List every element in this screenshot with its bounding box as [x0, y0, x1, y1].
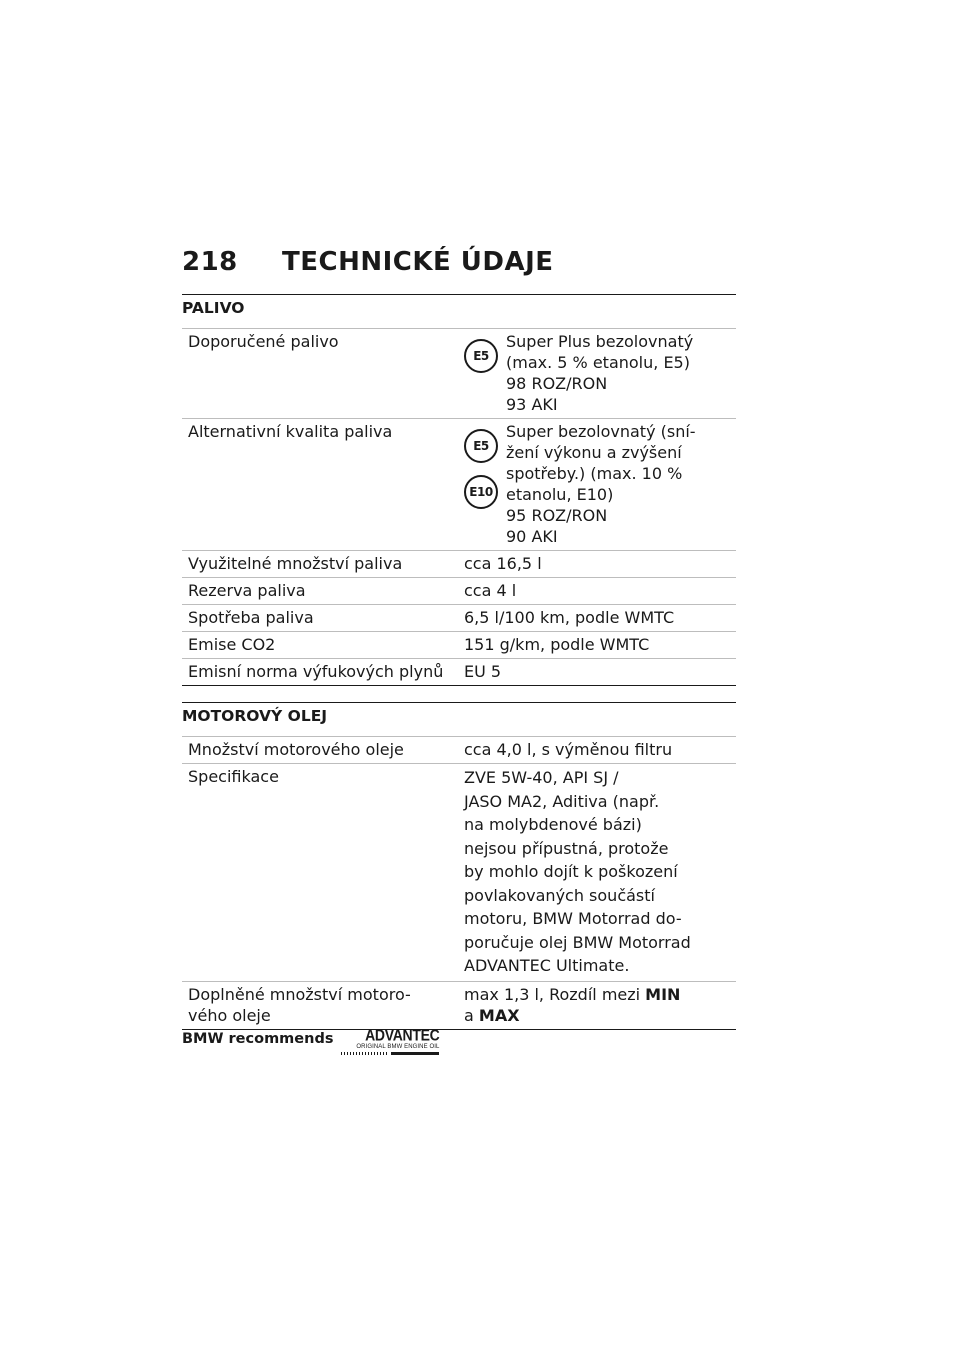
- value-line: 95 ROZ/RON: [506, 506, 608, 525]
- value-line: 93 AKI: [506, 395, 558, 414]
- recommends-text: BMW recommends: [182, 1031, 334, 1047]
- value-line: by mohlo dojít k poškození: [464, 862, 678, 881]
- value-line: JASO MA2, Aditiva (např.: [464, 791, 660, 811]
- value-line: [464, 1005, 730, 1026]
- value-line: poručuje olej BMW Motorrad: [464, 932, 691, 952]
- value-line: ADVANTEC Ultimate.: [464, 956, 630, 975]
- row-label: Spotřeba paliva: [188, 608, 314, 627]
- label-line: Doplněné množství motoro-: [188, 984, 411, 1004]
- row-label: Emisní norma výfukových plynů: [188, 662, 444, 681]
- row-value: EU 5: [464, 662, 502, 681]
- section-title-fuel: PALIVO: [182, 294, 736, 317]
- table-row: [182, 605, 736, 632]
- row-value: cca 16,5 l: [464, 554, 542, 573]
- row-label: Využitelné množství paliva: [188, 554, 403, 573]
- value-line: žení výkonu a zvýšení: [506, 443, 682, 462]
- value-line: etanolu, E10): [506, 485, 614, 504]
- row-value: cca 4 l: [464, 581, 517, 600]
- value-line: nejsou přípustná, protože: [464, 838, 669, 858]
- row-label: Emise CO2: [188, 635, 276, 654]
- value-line: Super Plus bezolovnatý: [506, 332, 694, 351]
- value-line: 90 AKI: [506, 527, 558, 546]
- table-row: [182, 329, 736, 419]
- section-title-oil: MOTOROVÝ OLEJ: [182, 702, 736, 725]
- min-label: MIN: [645, 984, 681, 1004]
- e5-fuel-icon: E5: [464, 339, 498, 373]
- value-line: ZVE 5W-40, API SJ /: [464, 768, 619, 787]
- advantec-logo: [341, 1025, 440, 1055]
- page-number: 218: [182, 247, 238, 277]
- value-line: 98 ROZ/RON: [506, 374, 608, 393]
- oil-table: [182, 736, 736, 1030]
- row-label: Specifikace: [188, 767, 279, 786]
- row-label: Doporučené palivo: [188, 332, 339, 351]
- value-line: na molybdenové bázi): [464, 815, 642, 834]
- row-value: [458, 764, 736, 982]
- value-line: [464, 984, 730, 1005]
- e5-fuel-icon: E5: [464, 429, 498, 463]
- chapter-title: TECHNICKÉ ÚDAJE: [282, 247, 554, 277]
- row-label: Rezerva paliva: [188, 581, 306, 600]
- page-header: [182, 244, 554, 280]
- advantec-logo-sub: ORIGINAL BMW ENGINE OIL: [356, 1044, 440, 1050]
- advantec-logo-main: ADVANTEC: [365, 1025, 440, 1045]
- advantec-logo-bar: [341, 1052, 439, 1055]
- table-row: [182, 578, 736, 605]
- table-row: [182, 981, 736, 1029]
- table-row: [182, 419, 736, 551]
- e10-fuel-icon: E10: [464, 475, 498, 509]
- row-value: [458, 329, 736, 419]
- value-line: (max. 5 % etanolu, E5): [506, 353, 690, 372]
- value-text: a: [464, 1005, 479, 1025]
- value-text: max 1,3 l, Rozdíl mezi: [464, 984, 646, 1004]
- row-value: cca 4,0 l, s výměnou filtru: [464, 740, 673, 759]
- row-label: Alternativní kvalita paliva: [188, 422, 393, 441]
- label-line: vého oleje: [188, 1005, 271, 1025]
- max-label: MAX: [478, 1005, 520, 1025]
- row-label: [182, 981, 458, 1029]
- table-row: [182, 632, 736, 659]
- value-line: povlakovaných součástí: [464, 885, 655, 905]
- fuel-table: [182, 328, 736, 686]
- table-row: [182, 737, 736, 764]
- table-row: [182, 764, 736, 982]
- row-label: Množství motorového oleje: [188, 740, 404, 759]
- value-line: Super bezolovnatý (sní-: [506, 422, 696, 441]
- table-row: [182, 551, 736, 578]
- oil-recommendation: [182, 1025, 440, 1055]
- row-value: [458, 419, 736, 551]
- row-value: 151 g/km, podle WMTC: [464, 635, 650, 654]
- table-row: [182, 659, 736, 686]
- row-value: [458, 981, 736, 1029]
- value-line: spotřeby.) (max. 10 %: [506, 464, 683, 483]
- value-line: motoru, BMW Motorrad do-: [464, 909, 682, 928]
- row-value: 6,5 l/100 km, podle WMTC: [464, 608, 675, 627]
